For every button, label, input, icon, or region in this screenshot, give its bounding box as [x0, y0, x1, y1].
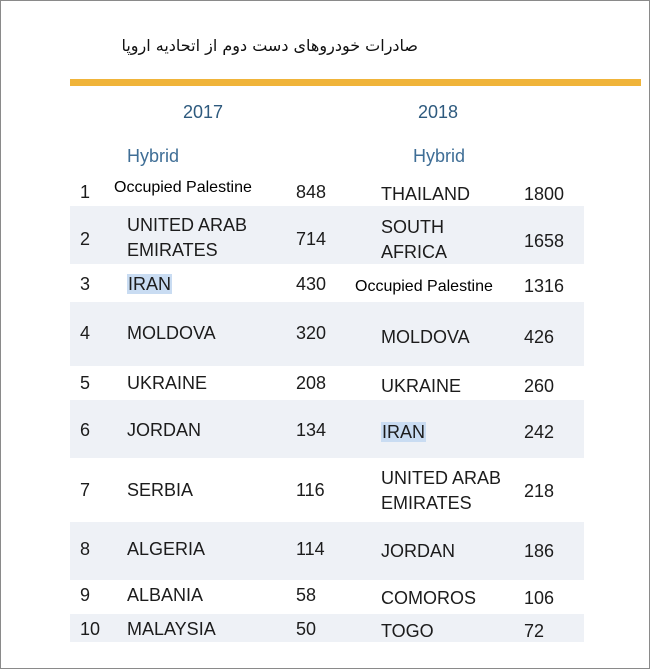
value-2018-cell: 1316: [524, 276, 565, 296]
country-2017-highlight: IRAN: [128, 274, 172, 294]
year-header-2018: 2018: [418, 102, 459, 122]
value-2017-cell: 430: [296, 274, 327, 294]
value-2017-cell: 714: [296, 229, 327, 249]
rank-cell: 1: [80, 182, 91, 202]
rank-cell: 7: [80, 480, 91, 500]
country-2018-cell: COMOROS: [381, 588, 477, 608]
country-2018-cell-line2: EMIRATES: [381, 493, 472, 513]
value-2017-cell: 134: [296, 420, 327, 440]
country-2017-cell: ALBANIA: [127, 585, 204, 605]
country-2018-cell-line2: AFRICA: [381, 242, 448, 262]
rank-cell: 4: [80, 323, 91, 343]
country-2018-highlight: IRAN: [382, 422, 426, 442]
value-2018-cell: 218: [524, 481, 555, 501]
value-2018-cell: 260: [524, 376, 555, 396]
country-2017-cell: ALGERIA: [127, 539, 206, 559]
value-2018-cell: 106: [524, 588, 555, 608]
rank-cell: 10: [80, 619, 101, 639]
category-header-2018: Hybrid: [413, 146, 466, 166]
country-2017-cell: UNITED ARAB: [127, 215, 248, 235]
rank-cell: 6: [80, 420, 91, 440]
value-2018-cell: 426: [524, 327, 555, 347]
country-2018-cell: TOGO: [381, 621, 434, 641]
country-2017-cell: [127, 272, 172, 296]
title-divider: [70, 79, 641, 86]
category-header-2017: Hybrid: [127, 146, 180, 166]
rank-cell: 9: [80, 585, 91, 605]
rank-cell: 3: [80, 274, 91, 294]
value-2018-cell: 1800: [524, 184, 565, 204]
country-2018-cell: Occupied Palestine: [355, 278, 493, 295]
value-2017-cell: 320: [296, 323, 327, 343]
country-2017-cell: JORDAN: [127, 420, 202, 440]
value-2018-cell: 72: [524, 621, 545, 641]
value-2018-cell: 186: [524, 541, 555, 561]
country-2017-cell-line2: EMIRATES: [127, 240, 218, 260]
country-2018-cell: [381, 420, 426, 444]
country-2018-cell: SOUTH: [381, 217, 444, 237]
year-header-2017: 2017: [183, 102, 224, 122]
country-2018-cell: THAILAND: [381, 184, 471, 204]
country-2017-cell: UKRAINE: [127, 373, 208, 393]
value-2017-cell: 116: [296, 480, 325, 500]
rank-cell: 8: [80, 539, 91, 559]
value-2017-cell: 114: [296, 539, 325, 559]
country-2017-cell: MOLDOVA: [127, 323, 216, 343]
country-2017-cell: Occupied Palestine: [114, 179, 252, 196]
value-2017-cell: 848: [296, 182, 327, 202]
country-2018-cell: UKRAINE: [381, 376, 462, 396]
country-2018-cell: MOLDOVA: [381, 327, 470, 347]
country-2018-cell: UNITED ARAB: [381, 468, 502, 488]
country-2017-cell: MALAYSIA: [127, 619, 216, 639]
country-2017-cell: SERBIA: [127, 480, 194, 500]
rank-cell: 2: [80, 229, 91, 249]
value-2017-cell: 50: [296, 619, 317, 639]
value-2018-cell: 1658: [524, 231, 565, 251]
country-2018-cell: JORDAN: [381, 541, 456, 561]
value-2017-cell: 208: [296, 373, 327, 393]
value-2017-cell: 58: [296, 585, 317, 605]
page-title: صادرات خودروهای دست دوم از اتحادیه اروپا: [121, 36, 418, 55]
rank-cell: 5: [80, 373, 91, 393]
value-2018-cell: 242: [524, 422, 555, 442]
